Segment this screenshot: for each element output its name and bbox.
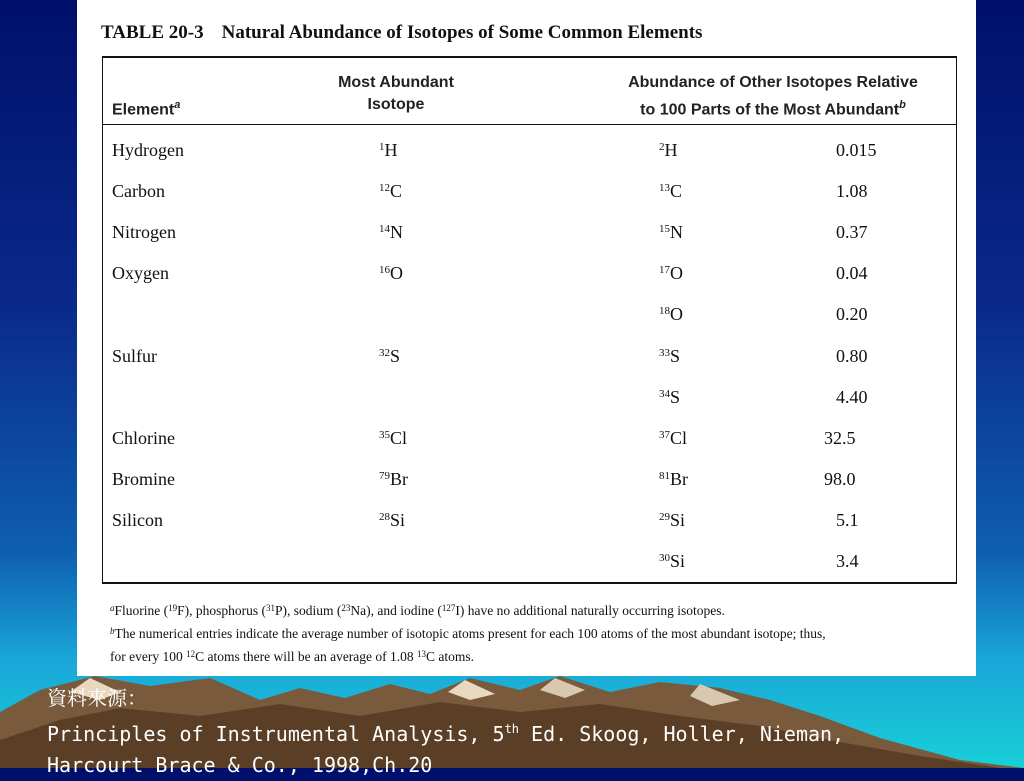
other-isotope: $^{30}$Si — [659, 551, 686, 571]
element-name: Silicon — [112, 509, 164, 530]
source-label: 資料來源： — [47, 686, 147, 710]
relative-abundance: 0.37 — [836, 222, 868, 243]
other-isotope: $^{34}$S — [659, 386, 681, 407]
table-row — [103, 510, 956, 551]
relative-abundance: 1.08 — [836, 181, 868, 202]
footnote-a: $^a$Fluorine ($^{19}$F), phosphorus ($^{31}$P), sodium ($^{23}$Na), and iodine ($^{127}$I) have no additional naturally occurring isotopes. — [110, 603, 725, 618]
most-abundant-isotope: $^{28}$Si — [379, 509, 406, 530]
table-label: TABLE 20-3 — [101, 22, 204, 43]
other-isotope: $^{81}$Br — [659, 468, 688, 489]
other-isotope: $^{33}$S — [659, 345, 681, 366]
element-name: Bromine — [112, 468, 175, 489]
table-row — [103, 387, 956, 428]
table-row — [103, 263, 956, 304]
element-name: Carbon — [112, 181, 165, 202]
relative-abundance: 3.4 — [836, 551, 859, 571]
table-row — [103, 181, 956, 222]
other-isotope: $^{15}$N — [659, 222, 683, 243]
table-row — [103, 428, 956, 469]
source-line-2: Harcourt Brace & Co., 1998,Ch.20 — [47, 753, 433, 777]
header-divider — [103, 124, 956, 125]
header-other-isotopes: Abundance of Other Isotopes Relative to 100 Parts of the Most Abundant$^b$ — [628, 74, 918, 119]
other-isotope: $^{29}$Si — [659, 509, 686, 530]
element-name: Sulfur — [112, 345, 157, 366]
most-abundant-isotope: $^{79}$Br — [379, 468, 408, 489]
table-row — [103, 140, 956, 181]
relative-abundance: 5.1 — [836, 509, 859, 530]
relative-abundance: 0.20 — [836, 304, 868, 325]
other-isotope: $^{17}$O — [659, 263, 683, 284]
most-abundant-isotope: $^{14}$N — [379, 222, 403, 243]
relative-abundance: 0.80 — [836, 345, 868, 366]
relative-abundance: 0.015 — [836, 140, 877, 160]
most-abundant-isotope: $^{16}$O — [379, 263, 403, 284]
header-element: Element$^a$ — [112, 99, 181, 119]
table-row — [103, 551, 956, 592]
table-row — [103, 469, 956, 510]
other-isotope: $^{37}$Cl — [659, 427, 688, 448]
footnote-b: $^b$The numerical entries indicate the average number of isotopic atoms present for each 100 atoms of the most abundant isotope; thus, — [110, 626, 826, 641]
element-name: Nitrogen — [112, 222, 176, 243]
relative-abundance: 32.5 — [824, 427, 856, 448]
most-abundant-isotope: $^1$H — [379, 140, 398, 160]
most-abundant-isotope: $^{12}$C — [379, 181, 403, 202]
source-line-1: Principles of Instrumental Analysis, 5th Ed. Skoog, Holler, Nieman, — [47, 722, 845, 746]
other-isotope: $^{13}$C — [659, 181, 683, 202]
source-citation — [47, 683, 844, 781]
other-isotope: $^{18}$O — [659, 304, 683, 325]
element-name: Chlorine — [112, 427, 175, 448]
table-row — [103, 222, 956, 263]
table-row — [103, 346, 956, 387]
most-abundant-isotope: $^{35}$Cl — [379, 427, 408, 448]
relative-abundance: 0.04 — [836, 263, 868, 284]
relative-abundance: 98.0 — [824, 468, 856, 489]
footnote-b-continued: for every 100 $^{12}$C atoms there will be an average of 1.08 $^{13}$C atoms. — [110, 649, 475, 664]
footnotes — [110, 598, 826, 667]
table-row — [103, 304, 956, 345]
header-most-abundant: Most Abundant Isotope — [338, 74, 454, 113]
table-caption: Natural Abundance of Isotopes of Some Common Elements — [221, 22, 703, 43]
element-name: Hydrogen — [112, 140, 184, 160]
table-title — [101, 22, 702, 44]
isotope-table — [102, 56, 957, 584]
other-isotope: $^2$H — [659, 140, 678, 160]
relative-abundance: 4.40 — [836, 386, 868, 407]
element-name: Oxygen — [112, 263, 169, 284]
most-abundant-isotope: $^{32}$S — [379, 345, 401, 366]
table-page — [77, 0, 976, 676]
